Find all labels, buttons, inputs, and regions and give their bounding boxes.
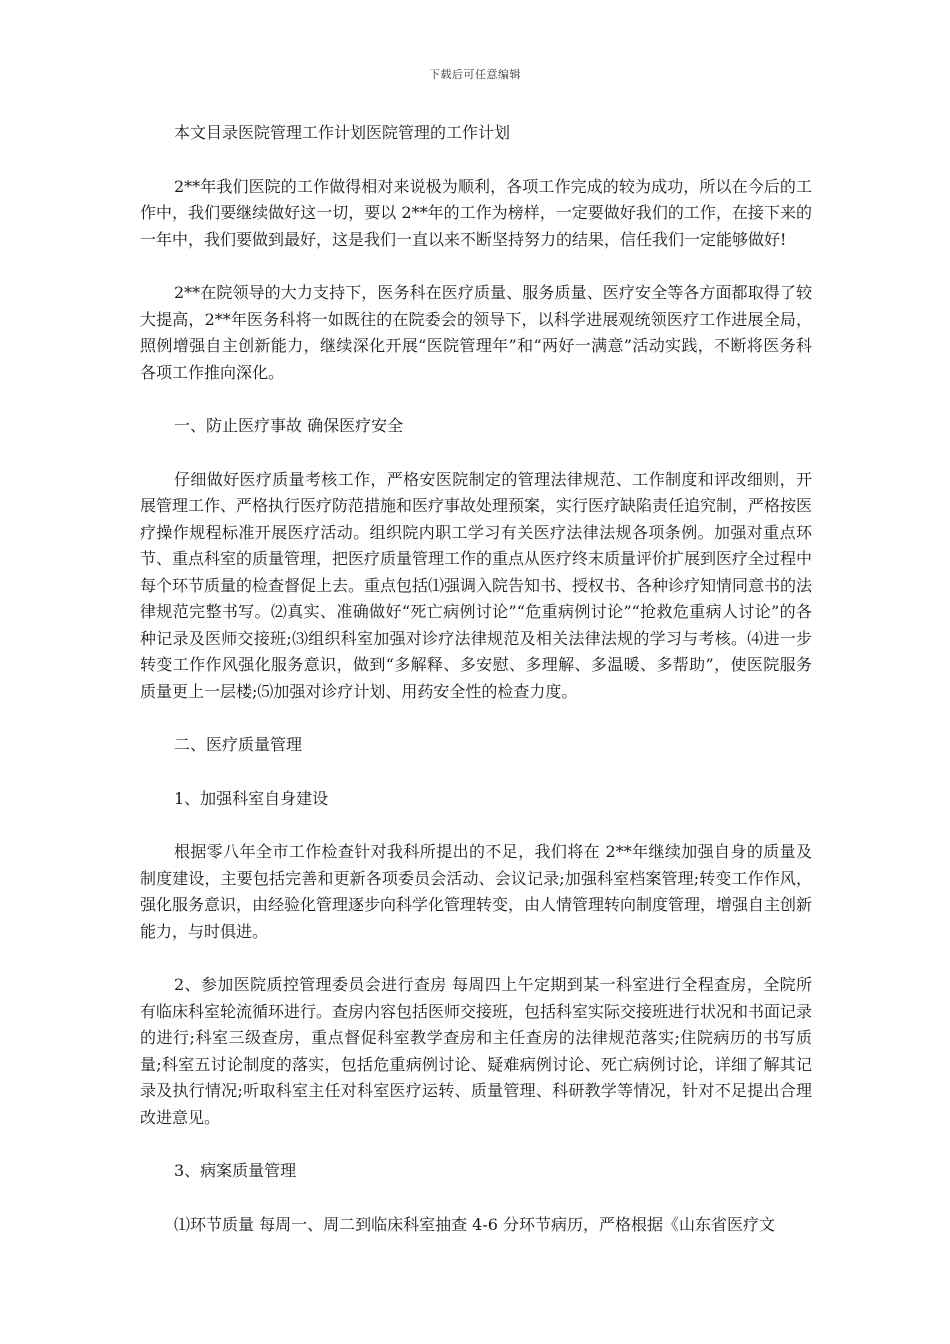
paragraph: 2**年我们医院的工作做得相对来说极为顺利，各项工作完成的较为成功，所以在今后的工作中，我们要继续做好这一切，要以 2**年的工作为榜样，一定要做好我们的工作，在接下来的一年中，我们要做到最好，这是我们一直以来不断坚持努力的结果，信任我们一定能够做好! [140, 176, 812, 249]
paragraph: 2、参加医院质控管理委员会进行查房 每周四上午定期到某一科室进行全程查房，全院所有临床科室轮流循环进行。查房内容包括医师交接班，包括科室实际交接班进行状况和书面记录的进行;科室三级查房，重点督促科室教学查房和主任查房的法律规范落实;住院病历的书写质量;科室五讨论制度的落实，包括危重病例讨论、疑难病例讨论、死亡病例讨论，详细了解其记录及执行情况;听取科室主任对科室医疗运转、质量管理、科研教学等情况，针对不足提出合理改进意见。 [140, 975, 813, 1127]
page-header: 下载后可任意编辑 [429, 68, 521, 81]
paragraph: 2**在院领导的大力支持下，医务科在医疗质量、服务质量、医疗安全等各方面都取得了较大提高，2**年医务科将一如既往的在院委会的领导下，以科学进展观统领医疗工作进展全局，照例增强自主创新能力，继续深化开展“医院管理年”和“两好一满意”活动实践，不断将医务科各项工作推向深化。 [140, 283, 812, 382]
document-title-line: 本文目录医院管理工作计划医院管理的工作计划 [174, 123, 511, 142]
document-body [140, 120, 812, 1238]
paragraph: 根据零八年全市工作检查针对我科所提出的不足，我们将在 2**年继续加强自身的质量及制度建设，主要包括完善和更新各项委员会活动、会议记录;加强科室档案管理;转变工作作风，强化服务意识，由经验化管理逐步向科学化管理转变，由人情管理转向制度管理，增强自主创新能力，与时俱进。 [140, 842, 813, 941]
section-heading: 二、医疗质量管理 [174, 735, 303, 754]
subsection-heading: 3、病案质量管理 [174, 1161, 297, 1180]
paragraph: 仔细做好医疗质量考核工作，严格安医院制定的管理法律规范、工作制度和评改细则，开展管理工作、严格执行医疗防范措施和医疗事故处理预案，实行医疗缺陷责任追究制，严格按医疗操作规程标准开展医疗活动。组织院内职工学习有关医疗法律法规各项条例。加强对重点环节、重点科室的质量管理，把医疗质量管理工作的重点从医疗终末质量评价扩展到医疗全过程中每个环节质量的检查督促上去。重点包括⑴强调入院告知书、授权书、各种诊疗知情同意书的法律规范完整书写。⑵真实、准确做好“死亡病例讨论”“危重病例讨论”“抢救危重病人讨论”的各种记录及医师交接班;⑶组织科室加强对诊疗法律规范及相关法律法规的学习与考核。⑷进一步转变工作作风强化服务意识，做到“多解释、多安慰、多理解、多温暖、多帮助”，使医院服务质量更上一层楼;⑸加强对诊疗计划、用药安全性的检查力度。 [140, 469, 813, 701]
section-heading: 一、防止医疗事故 确保医疗安全 [174, 416, 404, 435]
paragraph: ⑴环节质量 每周一、周二到临床科室抽查 4-6 分环节病历，严格根据《山东省医疗文 [174, 1214, 776, 1234]
subsection-heading: 1、加强科室自身建设 [174, 788, 329, 808]
